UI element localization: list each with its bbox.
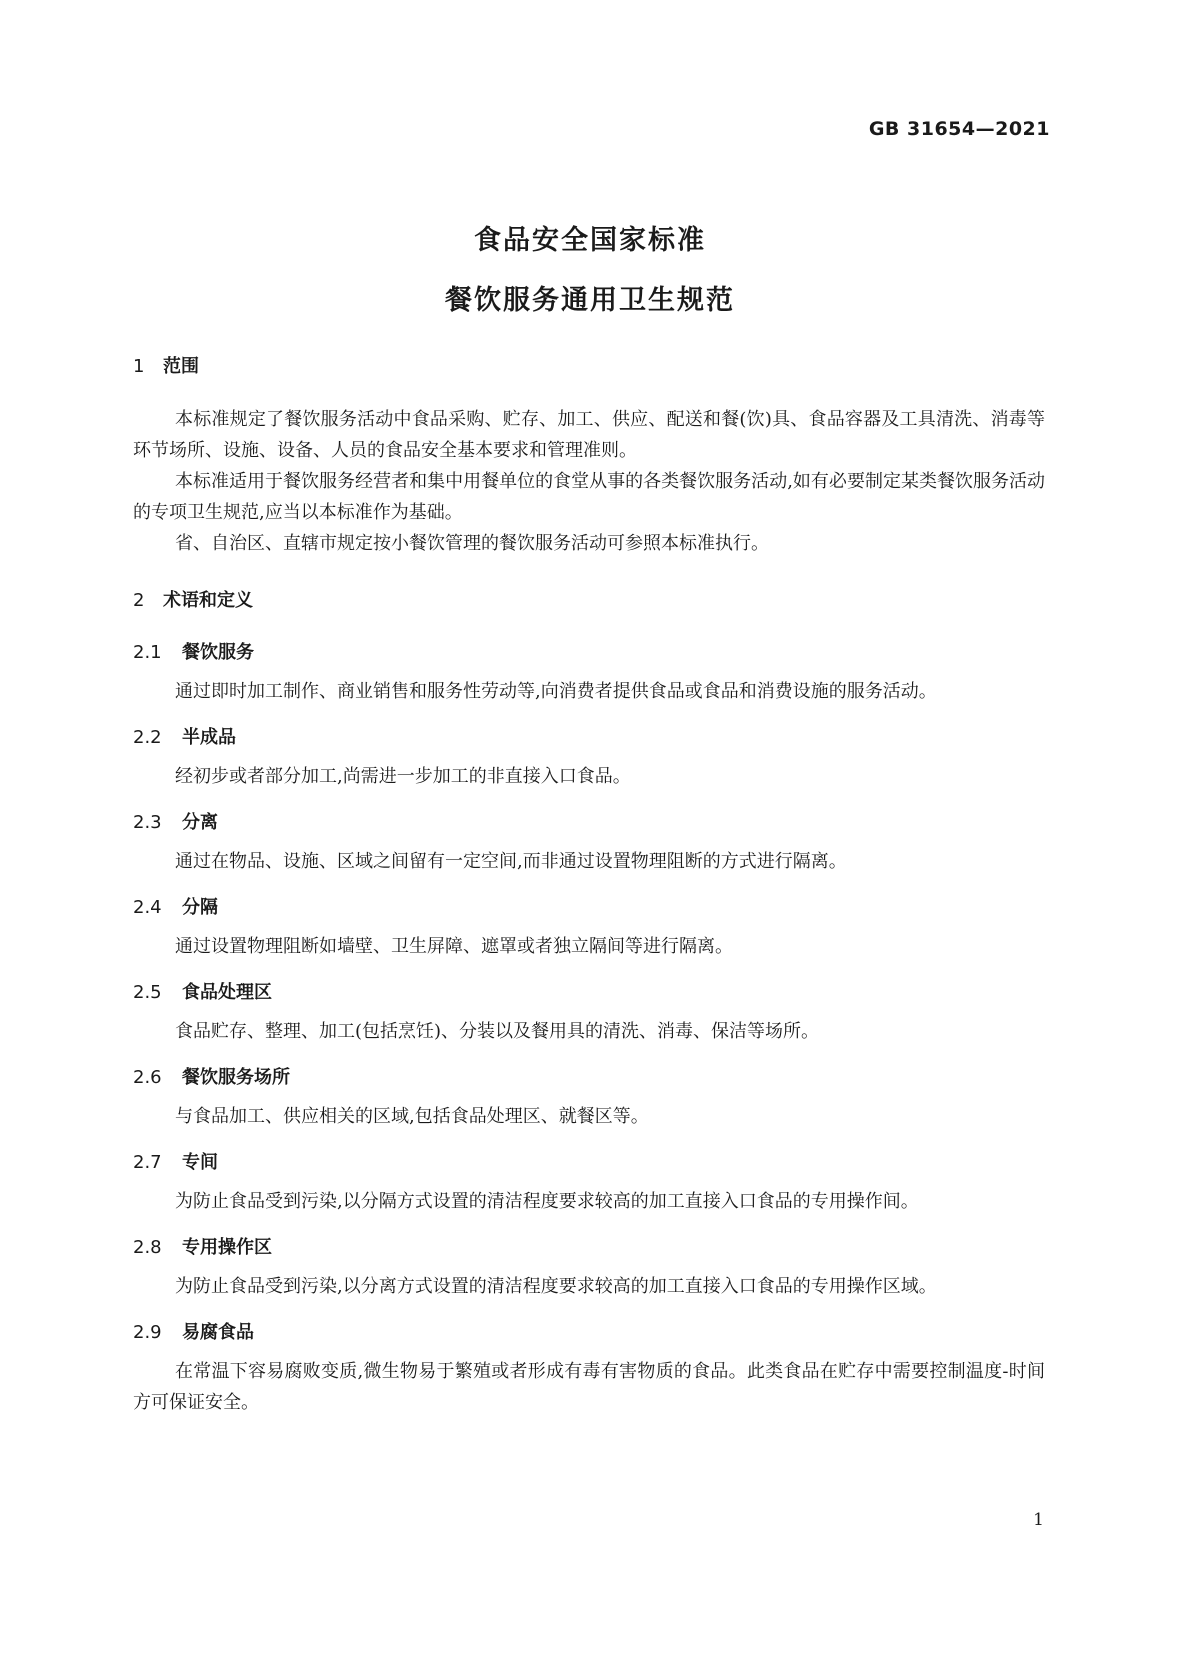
term-heading — [133, 1063, 290, 1089]
paragraph: 省、自治区、直辖市规定按小餐饮管理的餐饮服务活动可参照本标准执行。 — [175, 533, 769, 554]
term-definition: 食品贮存、整理、加工(包括烹饪)、分装以及餐用具的清洗、消毒、保洁等场所。 — [175, 1021, 820, 1042]
term-number: 2.8 — [133, 1237, 162, 1258]
term-name: 专间 — [182, 1152, 218, 1173]
term-number: 2.5 — [133, 982, 162, 1003]
standard-code: GB 31654—2021 — [868, 118, 1050, 140]
term-name: 专用操作区 — [182, 1237, 272, 1258]
term-definition: 在常温下容易腐败变质,微生物易于繁殖或者形成有毒有害物质的食品。此类食品在贮存中需要控制温度-时间方可保证安全。 — [133, 1361, 1045, 1413]
term-number: 2.3 — [133, 812, 162, 833]
term-heading — [133, 1148, 218, 1174]
term-definition: 通过即时加工制作、商业销售和服务性劳动等,向消费者提供食品或食品和消费设施的服务活动。 — [175, 681, 937, 702]
section-title: 术语和定义 — [163, 590, 253, 611]
term-heading — [133, 1233, 272, 1259]
term-number: 2.4 — [133, 897, 162, 918]
section-number: 1 — [133, 356, 145, 377]
term-definition: 经初步或者部分加工,尚需进一步加工的非直接入口食品。 — [175, 766, 631, 787]
paragraph: 本标准适用于餐饮服务经营者和集中用餐单位的食堂从事的各类餐饮服务活动,如有必要制定某类餐饮服务活动的专项卫生规范,应当以本标准作为基础。 — [133, 471, 1045, 523]
section-heading-scope — [133, 352, 199, 378]
document-subtitle: 餐饮服务通用卫生规范 — [445, 285, 735, 316]
term-name: 半成品 — [182, 727, 236, 748]
term-heading — [133, 893, 218, 919]
term-number: 2.7 — [133, 1152, 162, 1173]
term-heading — [133, 1318, 254, 1344]
term-name: 餐饮服务场所 — [182, 1067, 290, 1088]
term-name: 分离 — [182, 812, 218, 833]
term-definition: 通过设置物理阻断如墙壁、卫生屏障、遮罩或者独立隔间等进行隔离。 — [175, 936, 733, 957]
term-number: 2.9 — [133, 1322, 162, 1343]
term-name: 易腐食品 — [182, 1322, 254, 1343]
term-number: 2.1 — [133, 642, 162, 663]
section-heading-terms — [133, 586, 253, 612]
term-definition: 为防止食品受到污染,以分隔方式设置的清洁程度要求较高的加工直接入口食品的专用操作间。 — [175, 1191, 919, 1212]
term-heading — [133, 978, 272, 1004]
paragraph: 本标准规定了餐饮服务活动中食品采购、贮存、加工、供应、配送和餐(饮)具、食品容器及工具清洗、消毒等环节场所、设施、设备、人员的食品安全基本要求和管理准则。 — [133, 409, 1045, 461]
term-definition: 通过在物品、设施、区域之间留有一定空间,而非通过设置物理阻断的方式进行隔离。 — [175, 851, 847, 872]
term-number: 2.6 — [133, 1067, 162, 1088]
term-name: 食品处理区 — [182, 982, 272, 1003]
term-heading — [133, 638, 254, 664]
term-number: 2.2 — [133, 727, 162, 748]
term-name: 餐饮服务 — [182, 642, 254, 663]
term-name: 分隔 — [182, 897, 218, 918]
term-heading — [133, 723, 236, 749]
section-title: 范围 — [163, 356, 199, 377]
page-number: 1 — [1033, 1510, 1044, 1530]
term-definition: 为防止食品受到污染,以分离方式设置的清洁程度要求较高的加工直接入口食品的专用操作区域。 — [175, 1276, 937, 1297]
document-title: 食品安全国家标准 — [474, 225, 706, 256]
term-heading — [133, 808, 218, 834]
section-number: 2 — [133, 590, 145, 611]
term-definition: 与食品加工、供应相关的区域,包括食品处理区、就餐区等。 — [175, 1106, 649, 1127]
